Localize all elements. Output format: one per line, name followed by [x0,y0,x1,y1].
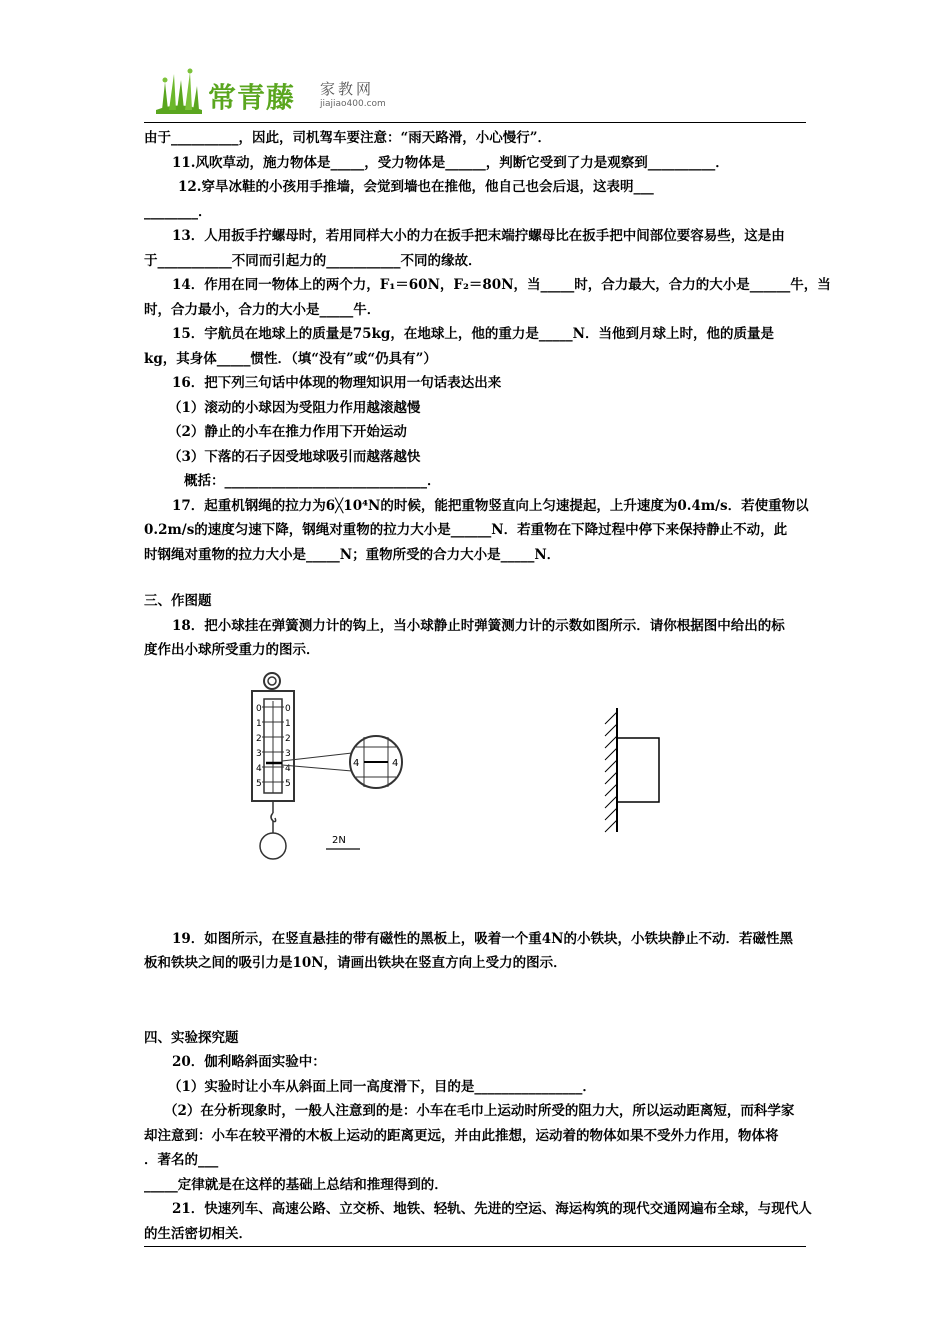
question-14: 14．作用在同一物体上的两个力，F₁＝60N，F₂＝80N，当_____时，合力最大，合力的大小是______牛，当 [172,277,831,293]
text-line: 却注意到：小车在较平滑的木板上运动的距离更远，并由此推想，运动着的物体如果不受外力作用，物体将 [144,1127,779,1144]
list-item: （2）在分析现象时，一般人注意到的是：小车在毛巾上运动时所受的阻力大，所以运动距离短，而科学家 [164,1103,795,1119]
ball [260,833,286,859]
question-12: 12.穿旱冰鞋的小孩用手推墙，会觉到墙也在推他，他自己也会后退，这表明___ [178,179,654,195]
text-line: 由于__________，因此，司机驾车要注意：“雨天路滑，小心慢行”． [144,130,552,146]
list-item: （1）实验时让小车从斜面上同一高度滑下，目的是________________． [168,1078,596,1095]
question-11: 11.风吹草动，施力物体是_____，受力物体是______，判断它受到了力是观察到__________． [172,154,729,171]
brand-name: 常青藤 [208,81,296,114]
zoom-label: 4 [392,757,399,769]
text-line: 时钢绳对重物的拉力大小是_____N；重物所受的合力大小是_____N． [144,546,561,563]
spring-scale-figure [240,671,420,871]
text-line: kg，其身体_____惯性．（填“没有”或“仍具有”） [144,350,437,367]
scale-label: 4 [285,763,291,774]
question-15: 15．宇航员在地球上的质量是75kg，在地球上，他的重力是_____N．当他到月球上时，他的质量是 [172,326,774,342]
scale-label: 0 [285,703,291,714]
text-line: 0.2m/s的速度匀速下降，钢绳对重物的拉力大小是______N．若重物在下降过程中停下来保持静止不动，此 [144,522,788,538]
summary-line: 概括：______________________________． [184,473,441,489]
text-line: 时，合力最小，合力的大小是_____牛． [144,301,381,318]
scale-label: 5 [285,778,291,789]
question-20: 20．伽利略斜面实验中： [172,1054,326,1070]
text-line: 于___________不同而引起力的___________不同的缘故． [144,252,482,269]
question-13: 13．人用扳手拧螺母时，若用同样大小的力在扳手把末端拧螺母比在扳手把中间部位要容易些，这是由 [172,228,785,244]
blackboard-figure [599,706,669,836]
list-item: （3）下落的石子因受地球吸引而越落越快 [168,448,421,465]
question-16: 16．把下列三句话中体现的物理知识用一句话表达出来 [172,375,502,391]
text-line: 板和铁块之间的吸引力是10N，请画出铁块在竖直方向上受力的图示． [144,955,567,971]
section-heading-experiment: 四、实验探究题 [144,1029,239,1046]
question-19: 19．如图所示，在竖直悬挂的带有磁性的黑板上，吸着一个重4N的小铁块，小铁块静止不动．若磁性黑 [172,930,794,947]
text-line: 度作出小球所受重力的图示． [144,642,320,658]
list-item: （2）静止的小车在推力作用下开始运动 [168,424,407,440]
text-line: ________． [144,203,212,220]
scale-label: 2 [285,733,291,744]
text-line: _____定律就是在这样的基础上总结和推理得到的． [144,1176,448,1193]
text-line: 的生活密切相关． [144,1225,252,1242]
brand-url: jiajiao400.com [320,99,386,109]
header-divider [144,122,806,123]
scale-label: 1 [256,718,262,729]
scale-label: 4 [256,763,262,774]
zoom-label: 4 [353,757,360,769]
scale-label: 1 [285,718,291,729]
question-21: 21．快速列车、高速公路、立交桥、地铁、轻轨、先进的空运、海运构筑的现代交通网遍布全球，与现代人 [172,1201,812,1217]
footer-divider [144,1246,806,1247]
scale-label: 3 [285,748,291,759]
list-item: （1）滚动的小球因为受阻力作用越滚越慢 [168,399,421,416]
grass-logo-icon [152,68,206,116]
question-17: 17．起重机钢绳的拉力为6╳10⁴N的时候，能把重物竖直向上匀速提起，上升速度为0.4m/s．若使重物以 [172,497,809,514]
scale-label: 0 [256,703,262,714]
brand-subtitle: 家教网 [320,80,375,98]
scale-bar-label: 2N [332,834,346,846]
figures-row [144,671,806,891]
section-heading-drawing: 三、作图题 [144,593,212,609]
iron-block [617,738,659,802]
scale-label: 2 [256,733,262,744]
site-logo [152,68,402,120]
question-18: 18．把小球挂在弹簧测力计的钩上，当小球静止时弹簧测力计的示数如图所示．请你根据图中给出的标 [172,617,785,634]
scale-label: 3 [256,748,262,759]
text-line: ．著名的___ [144,1152,219,1168]
document-body [144,126,831,1246]
scale-label: 5 [256,778,262,789]
